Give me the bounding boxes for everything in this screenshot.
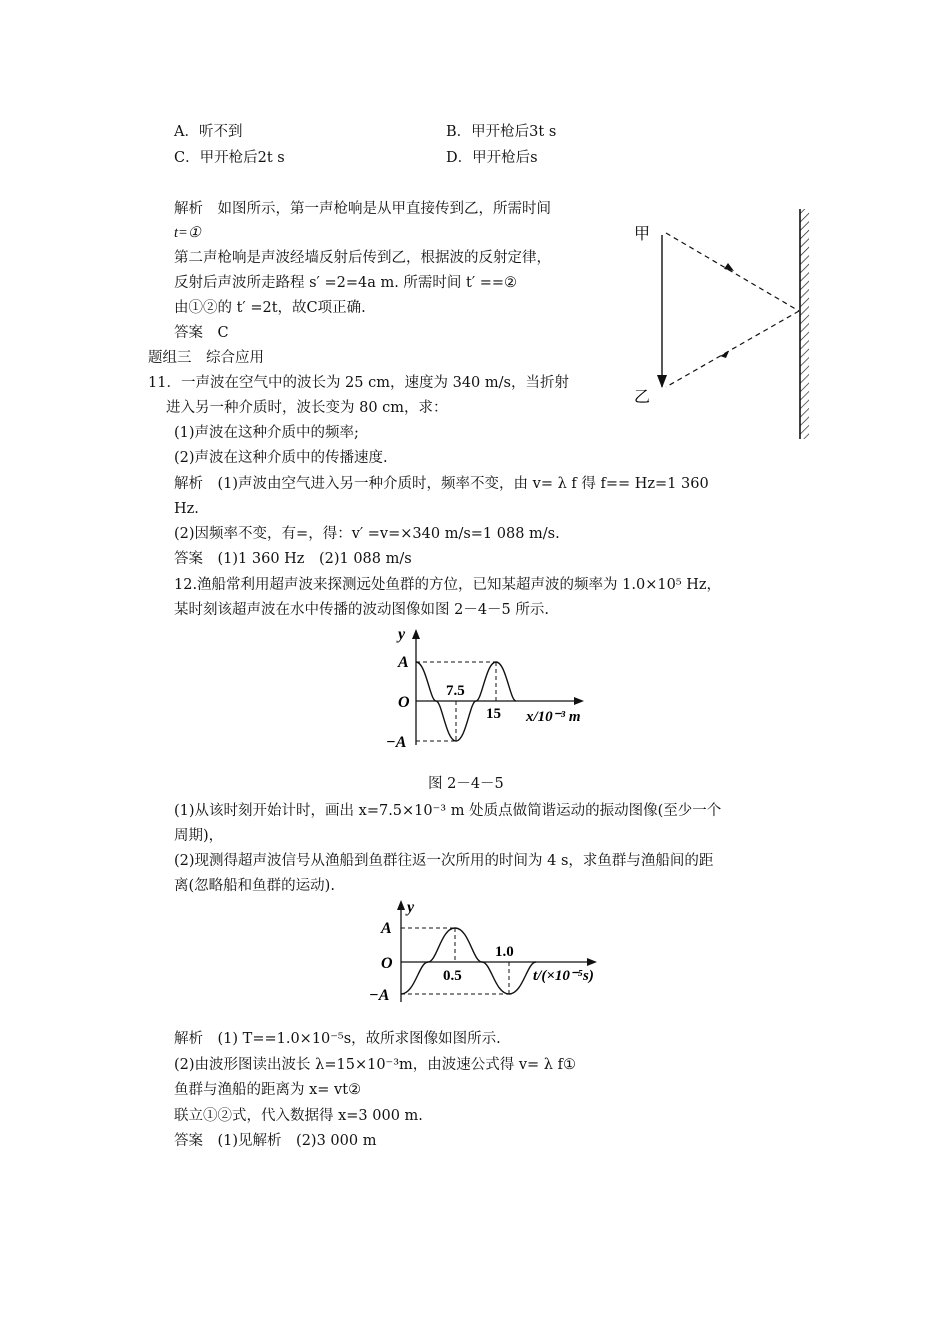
q11-line1: 11．一声波在空气中的波长为 25 cm，速度为 340 m/s，当折射 (148, 375, 569, 391)
q11-solution-line2: Hz. (174, 501, 199, 517)
q11-answer: 答案 (1)1 360 Hz (2)1 088 m/s (174, 551, 412, 567)
option-c: C．甲开枪后2t s (174, 150, 285, 166)
q12-line2: 某时刻该超声波在水中传播的波动图像如图 2－4－5 所示. (174, 602, 550, 618)
wave-neg-a-label: −A (386, 734, 407, 750)
wave-x-arrowhead (574, 697, 584, 705)
q12-part2-line2: 离(忽略船和鱼群的运动). (174, 878, 335, 894)
q12-solution-line2: (2)由波形图读出波长 λ=15×10⁻³m，由波速公式得 v= λ f① (174, 1057, 576, 1073)
vib-tick1: 0.5 (443, 968, 462, 984)
option-d: D．甲开枪后s (446, 150, 538, 166)
vib-a-label: A (381, 920, 392, 937)
option-a: A．听不到 (174, 124, 243, 140)
wave-x-label: x/10⁻³ m (526, 709, 581, 725)
q12-solution-line1: 解析 (1) T==1.0×10⁻⁵s，故所求图像如图所示. (174, 1031, 501, 1047)
wave-graph (380, 625, 620, 750)
wall-hatch (800, 209, 809, 439)
vib-y-arrowhead (397, 900, 405, 910)
incident-arrowhead (724, 263, 734, 271)
reflection-figure (630, 205, 820, 445)
option-b: B．甲开枪后3t s (446, 124, 557, 140)
reflected-arrowhead (720, 351, 729, 358)
q10-answer: 答案 C (174, 325, 229, 341)
wave-y-label: y (398, 626, 406, 643)
q11-part2: (2)声波在这种介质中的传播速度. (174, 450, 388, 466)
q10-solution-line3: 第二声枪响是声波经墙反射后传到乙，根据波的反射定律， (174, 250, 551, 266)
vib-tick2: 1.0 (495, 944, 514, 960)
label-jia: 甲 (634, 226, 651, 243)
vib-x-label: t/(×10⁻⁵s) (533, 968, 594, 984)
vibration-graph (365, 898, 625, 1008)
wave-o-label: O (398, 694, 410, 711)
q11-solution-line1: 解析 (1)声波由空气进入另一种介质时，频率不变，由 v= λ f 得 f== Hz=1 360 (174, 476, 709, 492)
label-yi: 乙 (634, 389, 651, 406)
q12-solution-line4: 联立①②式，代入数据得 x=3 000 m. (174, 1108, 423, 1124)
q12-line1: 12.渔船常利用超声波来探测远处鱼群的方位，已知某超声波的频率为 1.0×10⁵ Hz， (174, 577, 722, 593)
q10-solution-line4: 反射后声波所走路程 s′ =2=4a m. 所需时间 t′ ==② (174, 275, 518, 291)
q12-part2-line1: (2)现测得超声波信号从渔船到鱼群往返一次所用的时间为 4 s，求鱼群与渔船间的距 (174, 853, 714, 869)
q10-solution-line2: t=① (174, 225, 201, 241)
wave-tick1: 7.5 (446, 683, 465, 699)
vib-y-label: y (407, 899, 415, 916)
q12-answer: 答案 (1)见解析 (2)3 000 m (174, 1133, 377, 1149)
figure-caption: 图 2－4－5 (428, 776, 504, 792)
q12-part1-line1: (1)从该时刻开始计时，画出 x=7.5×10⁻³ m 处质点做简谐运动的振动图像(至少一个 (174, 803, 722, 819)
incident-path (666, 233, 799, 311)
wave-a-label: A (398, 654, 409, 671)
wave-y-arrowhead (412, 629, 420, 639)
q11-solution-line3: (2)因频率不变，有=，得：v′ =v=×340 m/s=1 088 m/s. (174, 526, 560, 542)
q11-line2: 进入另一种介质时，波长变为 80 cm，求： (166, 400, 448, 416)
direct-arrowhead (657, 375, 667, 388)
q12-part1-line2: 周期)， (174, 828, 224, 844)
q10-solution-line5: 由①②的 t′ =2t，故C项正确. (174, 300, 366, 316)
q10-solution-line1: 解析 如图所示，第一声枪响是从甲直接传到乙，所需时间 (174, 201, 551, 217)
vib-x-arrowhead (587, 958, 597, 966)
q11-part1: (1)声波在这种介质中的频率; (174, 425, 359, 441)
vib-curve (401, 928, 536, 994)
reflected-path (666, 311, 799, 387)
section-title: 题组三 综合应用 (148, 350, 264, 366)
vib-neg-a-label: −A (369, 987, 390, 1004)
vib-o-label: O (381, 955, 393, 972)
wave-tick2: 15 (486, 706, 501, 722)
q12-solution-line3: 鱼群与渔船的距离为 x= vt② (174, 1082, 362, 1098)
